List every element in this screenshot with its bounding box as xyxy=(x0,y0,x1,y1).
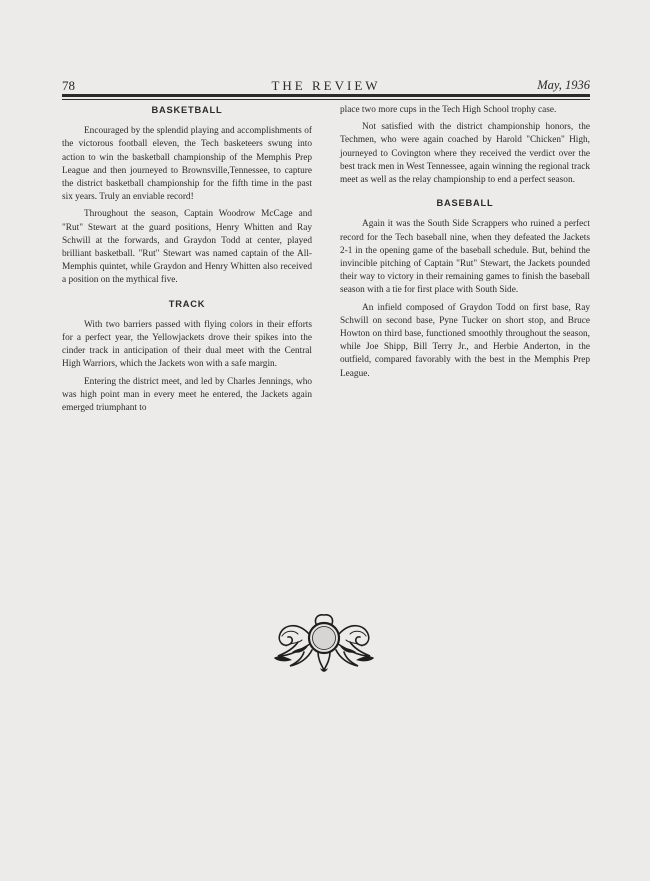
left-column xyxy=(62,104,312,419)
track-paragraph-2: Entering the district meet, and led by Charles Jennings, who was high point man in every meet he entered, the Jackets again emerged triumphant to xyxy=(62,376,312,414)
basketball-heading: BASKETBALL xyxy=(151,105,223,115)
page-number: 78 xyxy=(62,78,75,93)
baseball-paragraph-2: An infield composed of Graydon Todd on first base, Ray Schwill on second base, Pyne Tucker on short stop, and Bruce Howton on third base, functioned smoothly throughout the season, while Joe Shipp, Bill Terry Jr., and Herbie Anderton, in the outfield, compared favorably with the best in the Memphis Prep League. xyxy=(340,302,590,379)
basketball-paragraph-2: Throughout the season, Captain Woodrow McCage and "Rut" Stewart at the guard positions, Henry Whitten and Ray Schwill at the forwards, and Graydon Todd at center, played brilliant basketball. "Rut" Stewart was named captain of the All-Memphis quintet, while Graydon and Henry Whitten also received a position on the mythical five. xyxy=(62,209,312,286)
track-heading: TRACK xyxy=(168,298,206,309)
right-column xyxy=(340,104,590,385)
publication-title: THE REVIEW xyxy=(271,78,381,93)
issue-date: May, 1936 xyxy=(537,78,590,92)
header-rule-thin xyxy=(62,99,590,100)
basketball-paragraph-1: Encouraged by the splendid playing and accomplishments of the victorous football eleven, the Tech basketeers swung into action to win the basketball championship of the Memphis Prep League and then journeyed to Brownsville,Tennessee, to capture the district basketball championship for the fifth time in the past six years. Truly an enviable record! xyxy=(62,126,312,203)
baseball-paragraph-1: Again it was the South Side Scrappers who ruined a perfect record for the Tech baseball nine, when they defeated the Jackets 2-1 in the opening game of the baseball schedule. But, behind the invincible pitching of Captain "Rut" Stewart, the Jackets pounded their way to victory in their remaining games to finish the baseball season with a tie for first place with South Side. xyxy=(340,219,590,296)
track-paragraph-1: With two barriers passed with flying colors in their efforts for a perfect year, the Yellowjackets drove their spikes into the cinder track in anticipation of their dual meet with the Central High Warriors, which the Jackets won with a safe margin. xyxy=(62,319,312,370)
page-header xyxy=(62,78,590,94)
header-rule-thick xyxy=(62,94,590,97)
track-continued-paragraph: place two more cups in the Tech High School trophy case. xyxy=(340,105,557,115)
baseball-heading: BASEBALL xyxy=(436,198,494,209)
track-paragraph-3: Not satisfied with the district championship honors, the Techmen, who were again coached by Harold "Chicken" High, journeyed to Covington where they received the verdict over the best track men in West Tennessee, again winning the regional track meet as well as the relay championship to end a perfect season. xyxy=(340,122,590,186)
acanthus-scroll-ornament-icon xyxy=(268,612,380,674)
